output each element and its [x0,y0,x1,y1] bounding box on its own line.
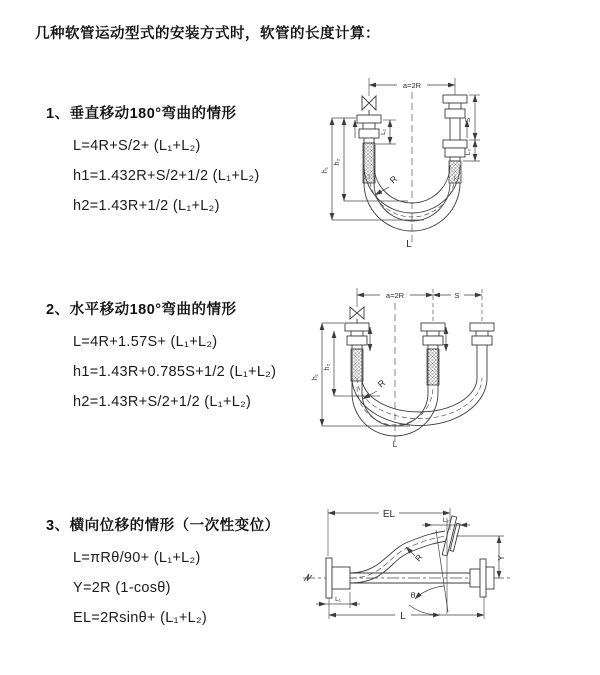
formula-line: L=4R+1.57S+ (L₁+L₂) [73,334,218,350]
section-2-formulas [73,327,276,417]
angle-label: θ [410,590,416,600]
dim-label: h₁ [312,373,319,381]
formula-line: Y=2R (1-cosθ) [73,580,171,596]
formula-line: L=4R+S/2+ (L₁+L₂) [73,138,201,154]
dim-label: Y [497,555,506,561]
left-fitting [326,558,350,598]
diagram-horizontal-180-bend [310,283,588,458]
page-title: 几种软管运动型式的安装方式时，软管的长度计算： [35,26,380,42]
formula-line: h2=1.43R+S/2+1/2 (L₁+L₂) [73,394,252,410]
dim-label: L₁ [335,596,341,603]
section-1-heading: 1、垂直移动180°弯曲的情形 [46,106,237,122]
braided-hose-section [449,161,461,183]
left-fitting [345,288,369,381]
valve-icon [350,307,364,319]
dim-label: EL [382,509,396,520]
angle-theta [409,586,444,615]
dim-label: L₂ [465,148,472,156]
dim-label: h₁ [322,166,329,174]
dim-l2 [422,517,470,525]
braided-hose-section [427,349,439,385]
length-label: L [392,440,398,449]
right-fitting [470,323,494,378]
length-label: L [406,239,412,250]
left-fitting [357,78,381,183]
break-mark [304,574,312,581]
radius-leader [406,547,424,563]
right-fitting [443,78,467,183]
braided-hose-section [363,143,375,183]
dim-label: S [465,117,472,123]
radius-label: R [412,552,425,564]
formula-line: h1=1.432R+S/2+1/2 (L₁+L₂) [73,168,260,184]
dim-label: h₂ [334,158,341,166]
dim-a2r [357,290,433,300]
section-3-formulas [73,543,207,633]
formula-line: L=πRθ/90+ (L₁+L₂) [73,550,201,566]
dim-s [433,290,482,300]
formula-line: EL=2Rsinθ+ (L₁+L₂) [73,610,208,626]
radius-label: R [375,377,388,390]
dim-l1 [316,592,360,608]
formula-line: h1=1.43R+0.785S+1/2 (L₁+L₂) [73,364,277,380]
dim-label: S [454,291,460,300]
dim-label: L₂ [442,517,450,524]
dim-label: L₁ [380,129,387,135]
diagram-vertical-180-bend [312,70,582,260]
dim-l [329,597,484,622]
middle-fitting [421,323,445,385]
radius-label: R [387,173,400,186]
section-3-heading: 3、横向位移的情形（一次性变位） [46,518,280,534]
dim-label: h₂ [324,363,331,371]
braided-hose-section [351,349,363,381]
section-2-heading: 2、水平移动180°弯曲的情形 [46,302,237,318]
dim-label: L [400,611,406,622]
diagram-lateral-displacement [298,500,593,650]
dim-label: a=2R [402,81,422,90]
valve-icon [362,96,376,110]
section-1-formulas [73,131,260,221]
formula-line: h2=1.43R+1/2 (L₁+L₂) [73,198,220,214]
hose-arcs [352,349,487,436]
dim-el [328,508,450,557]
dim-a2r [369,80,455,90]
dim-label: a=2R [385,291,405,300]
